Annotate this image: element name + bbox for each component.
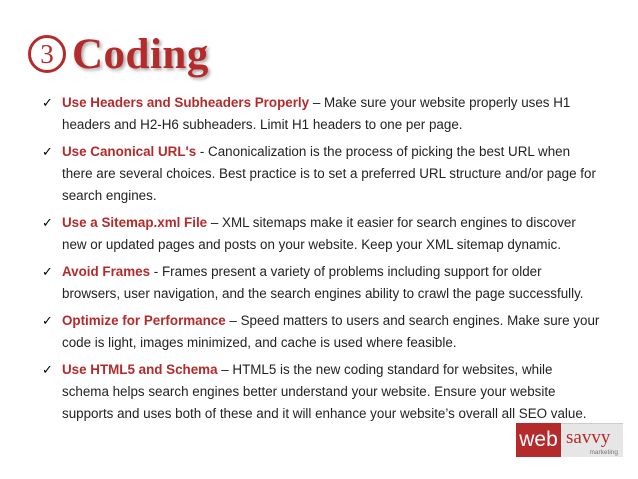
checkmark-icon: ✓ [42, 264, 53, 279]
logo-right-panel [561, 423, 623, 457]
circled-number-three: 3 [28, 35, 66, 73]
checkmark-icon: ✓ [42, 362, 53, 377]
bullet-heading: Use Headers and Subheaders Properly [62, 95, 310, 110]
websavvy-logo [516, 423, 623, 457]
title-text: Coding [72, 30, 209, 78]
logo-web-text: web [516, 423, 561, 457]
bullet-text: – HTML5 is the new coding standard for websites, while schema helps search engines better understand your website. Ensure your website supports and uses both of these and it will enhance your website’s overall all SEO value. [62, 362, 587, 421]
logo-savvy-text: savvy [566, 427, 611, 448]
bullet-heading: Avoid Frames [62, 264, 151, 279]
logo-marketing-text: marketing [589, 449, 618, 456]
bullet-text: – Speed matters to users and search engines. Make sure your code is light, images minimized, and cache is used where feasible. [62, 313, 600, 350]
checkmark-icon: ✓ [42, 215, 53, 230]
bullet-item [42, 261, 602, 305]
bullet-item [42, 310, 602, 354]
slide-title [28, 26, 209, 82]
bullet-text: - Frames present a variety of problems including support for older browsers, user navigation, and the search engines ability to crawl the page successfully. [62, 264, 584, 301]
checkmark-icon: ✓ [42, 95, 53, 110]
checkmark-icon: ✓ [42, 313, 53, 328]
bullet-item [42, 92, 602, 136]
bullet-list [42, 92, 602, 430]
bullet-item [42, 141, 602, 207]
bullet-item [42, 359, 602, 425]
bullet-heading: Use HTML5 and Schema [62, 362, 218, 377]
checkmark-icon: ✓ [42, 144, 53, 159]
bullet-text: - Canonicalization is the process of picking the best URL when there are several choices. Best practice is to set a preferred URL structure and/or page for search engines. [62, 144, 596, 203]
bullet-text: – Make sure your website properly uses H1 headers and H2-H6 subheaders. Limit H1 headers to one per page. [62, 95, 571, 132]
bullet-heading: Use a Sitemap.xml File [62, 215, 208, 230]
bullet-text: – XML sitemaps make it easier for search engines to discover new or updated pages and posts on your website. Keep your XML sitemap dynamic. [62, 215, 576, 252]
bullet-heading: Use Canonical URL's [62, 144, 197, 159]
bullet-heading: Optimize for Performance [62, 313, 226, 328]
bullet-item [42, 212, 602, 256]
